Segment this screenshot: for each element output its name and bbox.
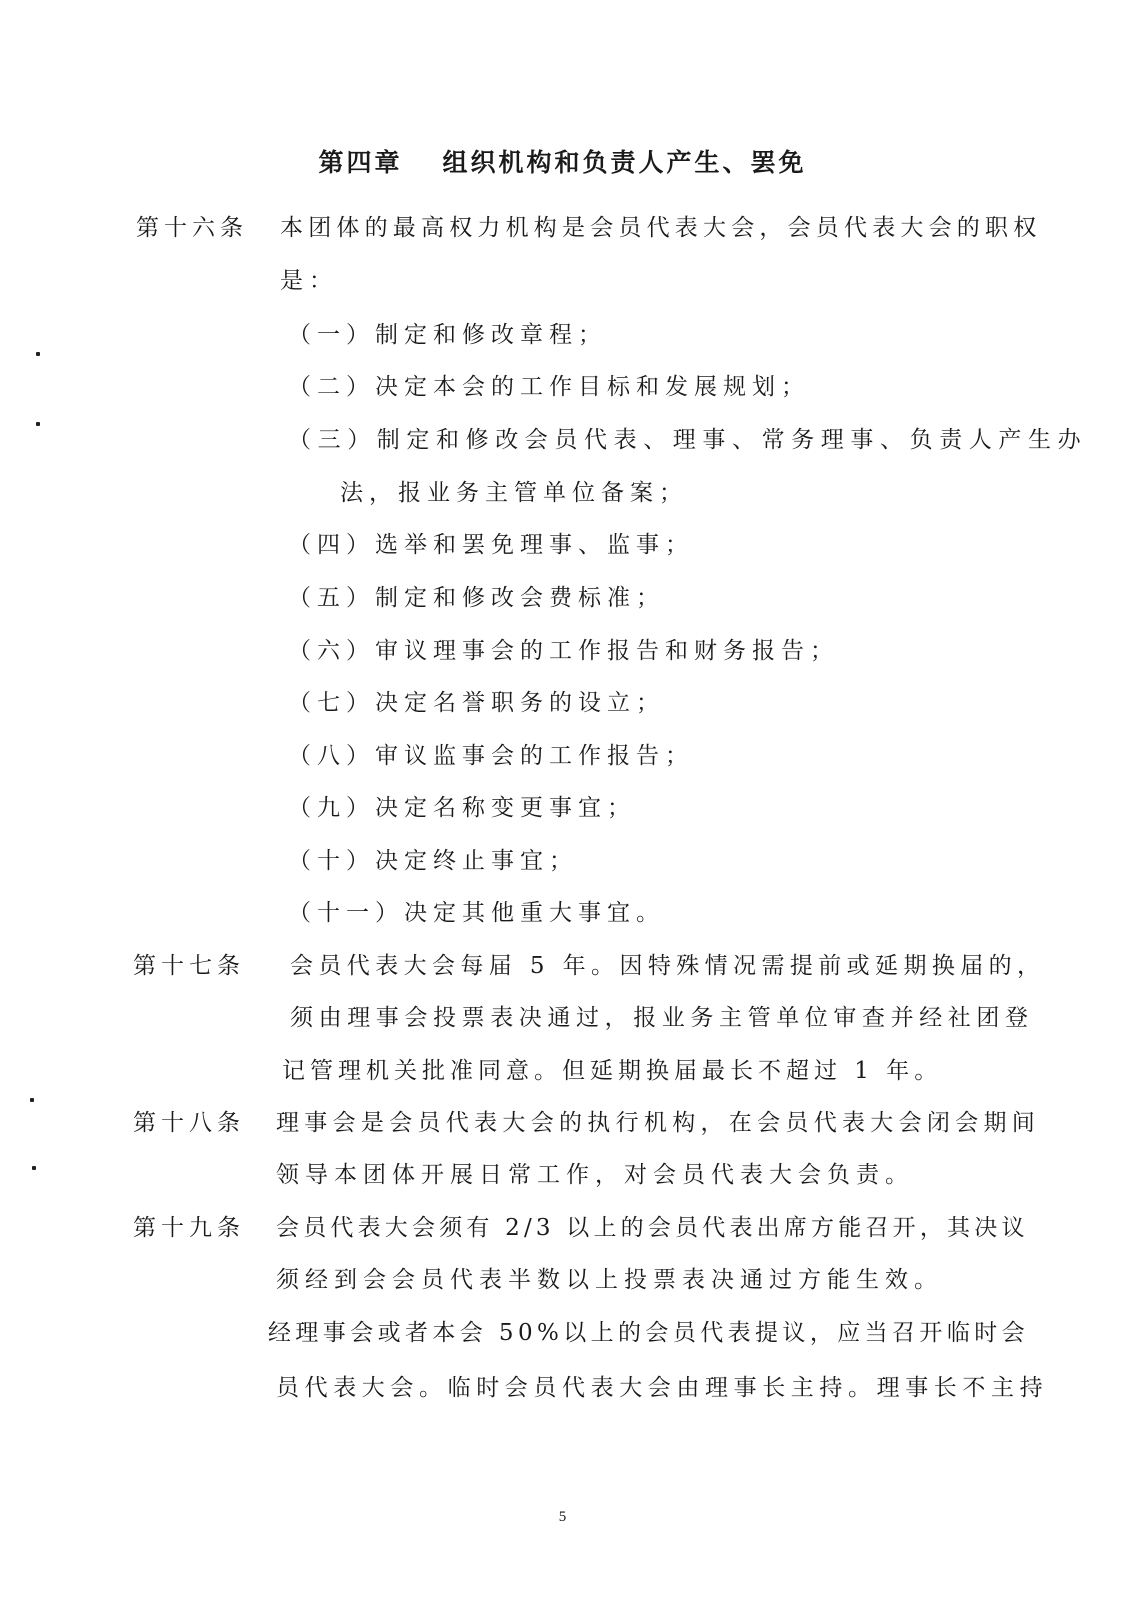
- article-16-line-1: 本团体的最高权力机构是会员代表大会，会员代表大会的职权: [280, 215, 1042, 241]
- article-17-line-1: 会员代表大会每届 5 年。因特殊情况需提前或延期换届的，: [290, 953, 1046, 979]
- article-16-line-2: 是：: [280, 268, 338, 294]
- article-16-item-7: （七）决定名誉职务的设立；: [288, 690, 665, 716]
- article-16-item-5: （五）制定和修改会费标准；: [288, 585, 665, 611]
- article-16-item-3-cont: 法，报业务主管单位备案；: [340, 480, 688, 506]
- article-16-item-10: （十）决定终止事宜；: [288, 848, 578, 874]
- article-16-item-1: （一）制定和修改章程；: [288, 322, 607, 348]
- article-17-label: 第十七条: [133, 953, 245, 979]
- article-16-item-8: （八）审议监事会的工作报告；: [288, 743, 694, 769]
- article-16-item-4: （四）选举和罢免理事、监事；: [288, 532, 694, 558]
- article-18-label: 第十八条: [133, 1110, 245, 1136]
- article-18-line-1: 理事会是会员代表大会的执行机构，在会员代表大会闭会期间: [276, 1110, 1041, 1136]
- page-number: 5: [558, 1509, 567, 1525]
- chapter-heading: [0, 146, 1125, 180]
- article-19-line-4: 员代表大会。临时会员代表大会由理事长主持。理事长不主持: [276, 1375, 1049, 1401]
- article-16-label: 第十六条: [136, 215, 248, 241]
- chapter-number: 第四章: [318, 148, 403, 177]
- article-17-line-2: 须由理事会投票表决通过，报业务主管单位审查并经社团登: [290, 1005, 1034, 1031]
- article-19-line-3: 经理事会或者本会 50%以上的会员代表提议，应当召开临时会: [268, 1320, 1030, 1346]
- scan-speck: [30, 1098, 34, 1102]
- article-16-item-6: （六）审议理事会的工作报告和财务报告；: [288, 638, 839, 664]
- article-19-line-1: 会员代表大会须有 2/3 以上的会员代表出席方能召开，其决议: [276, 1215, 1029, 1241]
- article-16-item-9: （九）决定名称变更事宜；: [288, 795, 636, 821]
- article-19-line-2: 须经到会会员代表半数以上投票表决通过方能生效。: [276, 1267, 943, 1293]
- article-18-line-2: 领导本团体开展日常工作，对会员代表大会负责。: [276, 1162, 914, 1188]
- article-16-item-3: （三）制定和修改会员代表、理事、常务理事、负责人产生办: [288, 427, 1088, 453]
- article-16-item-11: （十一）决定其他重大事宜。: [288, 900, 665, 926]
- chapter-subtitle: 组织机构和负责人产生、罢免: [442, 148, 807, 177]
- scan-speck: [36, 422, 40, 426]
- scan-speck: [36, 352, 40, 356]
- article-19-label: 第十九条: [133, 1215, 245, 1241]
- scan-speck: [32, 1166, 36, 1170]
- article-16-item-2: （二）决定本会的工作目标和发展规划；: [288, 374, 810, 400]
- article-17-line-3: 记管理机关批准同意。但延期换届最长不超过 1 年。: [282, 1058, 943, 1084]
